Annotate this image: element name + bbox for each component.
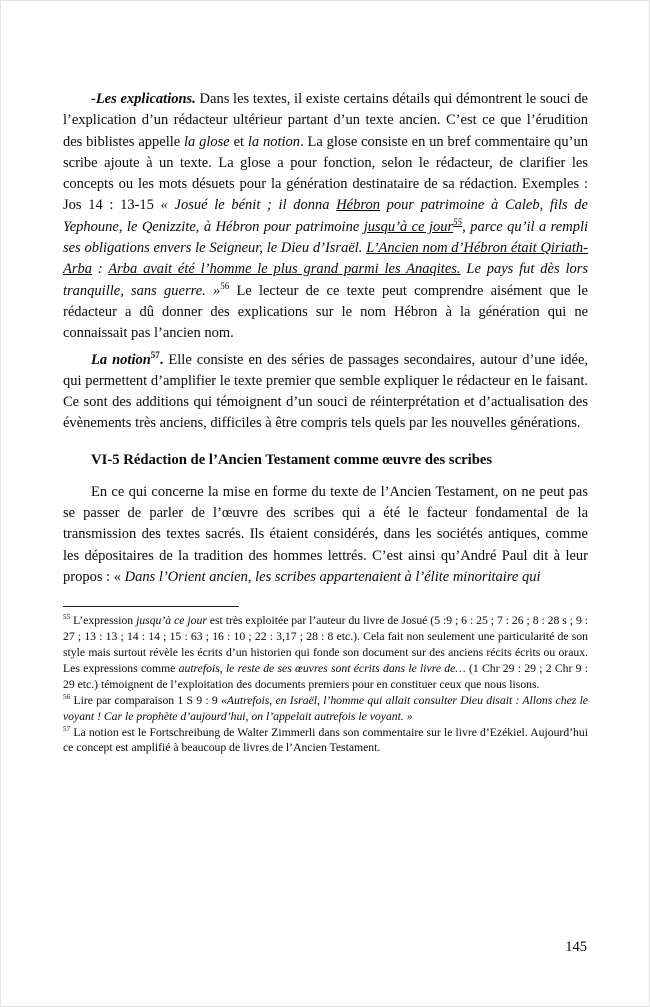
footnote-marker: 55 <box>63 613 71 622</box>
footnote <box>63 693 588 725</box>
text-segment: Le pays fut dès lors tranquille, sans guerre. » <box>63 261 589 299</box>
text-segment: , parce qu’il a rempli ses obligations envers le Seigneur, le Dieu d’Israël. <box>63 218 589 257</box>
text-segment: et <box>229 133 248 150</box>
text-segment: la glose <box>184 133 230 150</box>
text-segment: « Josué le bénit ; il donna <box>160 197 337 214</box>
text-segment: 55 <box>453 216 463 227</box>
text-segment: La notion <box>91 351 151 368</box>
text-segment: L’expression <box>70 614 137 628</box>
text-segment: . <box>159 351 164 368</box>
footnotes <box>63 613 588 756</box>
text-segment: 56 <box>220 280 230 291</box>
footnote-marker: 56 <box>63 692 71 701</box>
text-segment: jusqu’à ce jour <box>136 614 207 628</box>
text-segment: (1 Chr 29 : 29 ; 2 Chr 9 : 29 etc.) témoignent de l’exploitation des documents premiers pour en constituer ceux que nous lisons. <box>63 661 588 691</box>
text-segment: Elle consiste en des séries de passages secondaires, autour d’une idée, qui permettent d’amplifier le texte premier que semble expliquer le rédacteur en le faisant. Ce sont des additions qui témoignent d’un souci de réinterprétation et d’actualisation des évènements très anciens, difficiles à être compris tels quels par les nouvelles générations. <box>63 351 589 432</box>
footnote-marker: 57 <box>63 724 71 733</box>
text-segment: jusqu’à ce jour <box>363 218 454 235</box>
document-body <box>63 89 588 588</box>
text-segment: Autrefois, en Israël, l’homme qui allait consulter Dieu disait : Allons chez le voyant ! Car le prophète d’aujourd’hui, on l’appelait autrefois le voyant. » <box>63 693 588 723</box>
text-segment: La notion est le Fortschreibung de Walter Zimmerli dans son commentaire sur le livre d’Ezékiel. Aujourd’hui ce concept est amplifié à beaucoup de livres de l’Ancien Testament. <box>63 725 588 755</box>
text-segment: pour patrimoine à Caleb, fils de Yephoune, le Qenizzite, à Hébron pour patrimoine <box>63 197 588 235</box>
text-segment: Arba avait été l’homme le plus grand parmi les Anaqites. <box>108 261 461 278</box>
footnote <box>63 725 588 757</box>
text-segment: autrefois, le reste de ses œuvres sont écrits dans le livre de… <box>178 661 466 675</box>
footnote-separator <box>63 606 239 607</box>
text-segment: En ce qui concerne la mise en forme du texte de l’Ancien Testament, on ne peut pas se passer de parler de l’œuvre des scribes qui a été le facteur fondamental de la transmission des textes sacrés. Ils étaient considérés, dans les sociétés antiques, comme les dépositaires de la tradition des hommes lettrés. C’est ainsi qu’André Paul dit à leur propos : « <box>63 483 588 585</box>
section-heading <box>63 450 588 471</box>
text-segment: -Les explications. <box>91 91 196 107</box>
text-segment: Lire par comparaison 1 S 9 : 9 « <box>70 693 227 707</box>
text-segment: la notion <box>247 133 301 150</box>
footnote <box>63 613 588 693</box>
text-segment: VI-5 Rédaction de l’Ancien Testament comme œuvre des scribes <box>91 451 493 468</box>
text-segment: L’Ancien nom d’Hébron était Qiriath-Arba <box>63 240 588 278</box>
text-segment: : <box>92 261 109 278</box>
text-segment: Le lecteur de ce texte peut comprendre aisément que le rédacteur a dû donner des explications sur le nom Hébron à la génération qui ne connaissait pas l’ancien nom. <box>63 282 588 342</box>
text-segment: est très exploitée par l’auteur du livre de Josué (5 :9 ; 6 : 25 ; 7 : 26 ; 8 : 28 s ; 9 : 27 ; 13 : 13 ; 14 : 14 ; 15 : 63 ; 16 : 10 ; 22 : 3,17 ; 28 : 8 etc.). Cela fait non seulement une particularité de son style mais surtout révèle les écrits d’un historien qui fonde son document sur des anciens récits écrits ou oraux. Les expressions comme <box>63 614 589 675</box>
page-number: 145 <box>565 939 587 955</box>
text-segment: Hébron <box>336 197 380 214</box>
text-segment: Dans l’Orient ancien, les scribes appartenaient à l’élite minoritaire qui <box>124 568 541 585</box>
text-segment: 57 <box>150 349 160 360</box>
paragraph <box>63 350 588 435</box>
text-segment: Dans les textes, il existe certains détails qui démontrent le souci de l’explication d’un rédacteur ultérieur partant d’un texte ancien. C’est ce que l’érudition des biblistes appelle <box>63 91 588 150</box>
text-segment: . La glose consiste en un bref commentaire qu’un scribe ajoute à un texte. La glose a pour fonction, selon le rédacteur, de clarifier les concepts ou les mots désuets pour la génération destinataire de sa rédaction. Exemples : Jos 14 : 13-15 <box>63 133 588 214</box>
paragraph <box>63 89 588 345</box>
paragraph <box>63 482 588 588</box>
